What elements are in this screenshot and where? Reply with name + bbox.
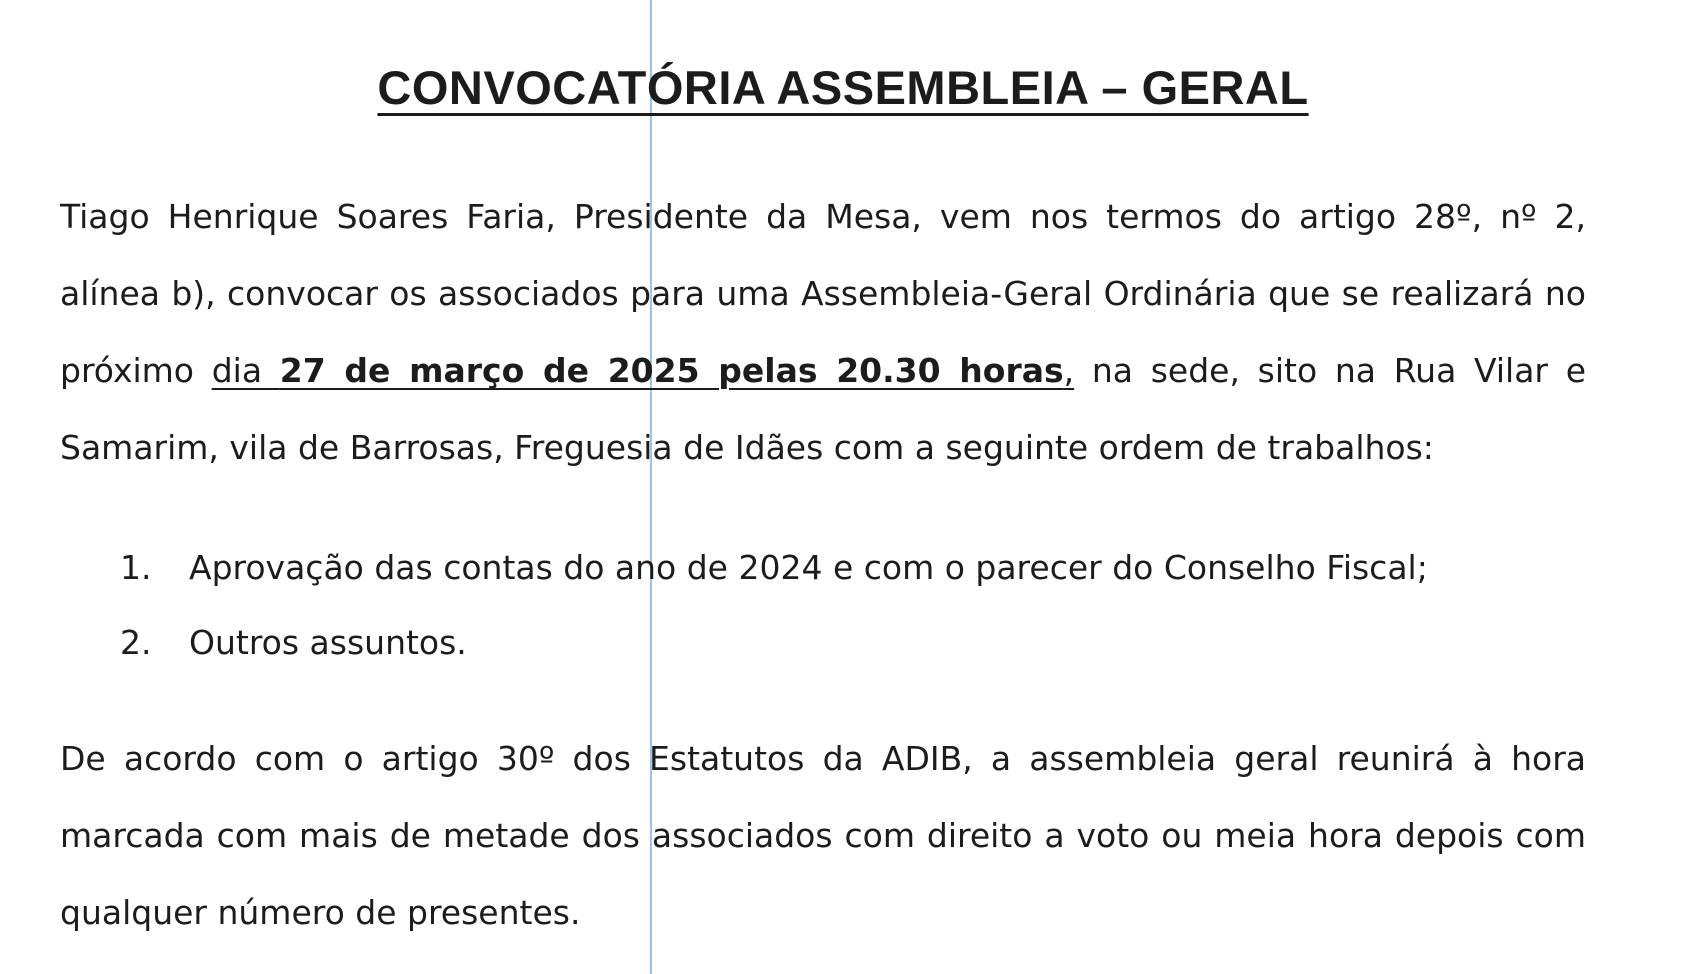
meeting-date-prefix: dia (211, 351, 280, 390)
meeting-date (212, 351, 1074, 390)
document-title-text: CONVOCATÓRIA ASSEMBLEIA – GERAL (377, 61, 1309, 114)
agenda-list (120, 530, 1428, 680)
meeting-date-bold: 27 de março de 2025 pelas 20.30 horas (279, 351, 1064, 390)
document-title (0, 60, 1686, 115)
agenda-item-text: Aprovação das contas do ano de 2024 e com o parecer do Conselho Fiscal; (189, 548, 1428, 587)
closing-paragraph: De acordo com o artigo 30º dos Estatutos da ADIB, a assembleia geral reunirá à hora marcada com mais de metade dos associados com direito a voto ou meia hora depois com qualquer número de presentes. (60, 739, 1586, 932)
agenda-item (120, 530, 1428, 605)
agenda-item-text: Outros assuntos. (189, 623, 467, 662)
intro-paragraph (60, 178, 1586, 486)
meeting-date-comma: , (1063, 351, 1075, 390)
agenda-item (120, 605, 1428, 680)
intro-text-before: Tiago Henrique Soares Faria, Presidente da Mesa, vem nos termos do artigo 28º, nº 2, alínea b), convocar os associados para uma Assembleia-Geral Ordinária que se realizará no próximo (60, 197, 1586, 390)
intro-text-after: na sede, sito na Rua Vilar e Samarim, vila de Barrosas, Freguesia de Idães com a seguinte ordem de trabalhos: (60, 351, 1586, 467)
agenda-item-number: 2. (120, 623, 152, 662)
agenda-item-number: 1. (120, 548, 152, 587)
